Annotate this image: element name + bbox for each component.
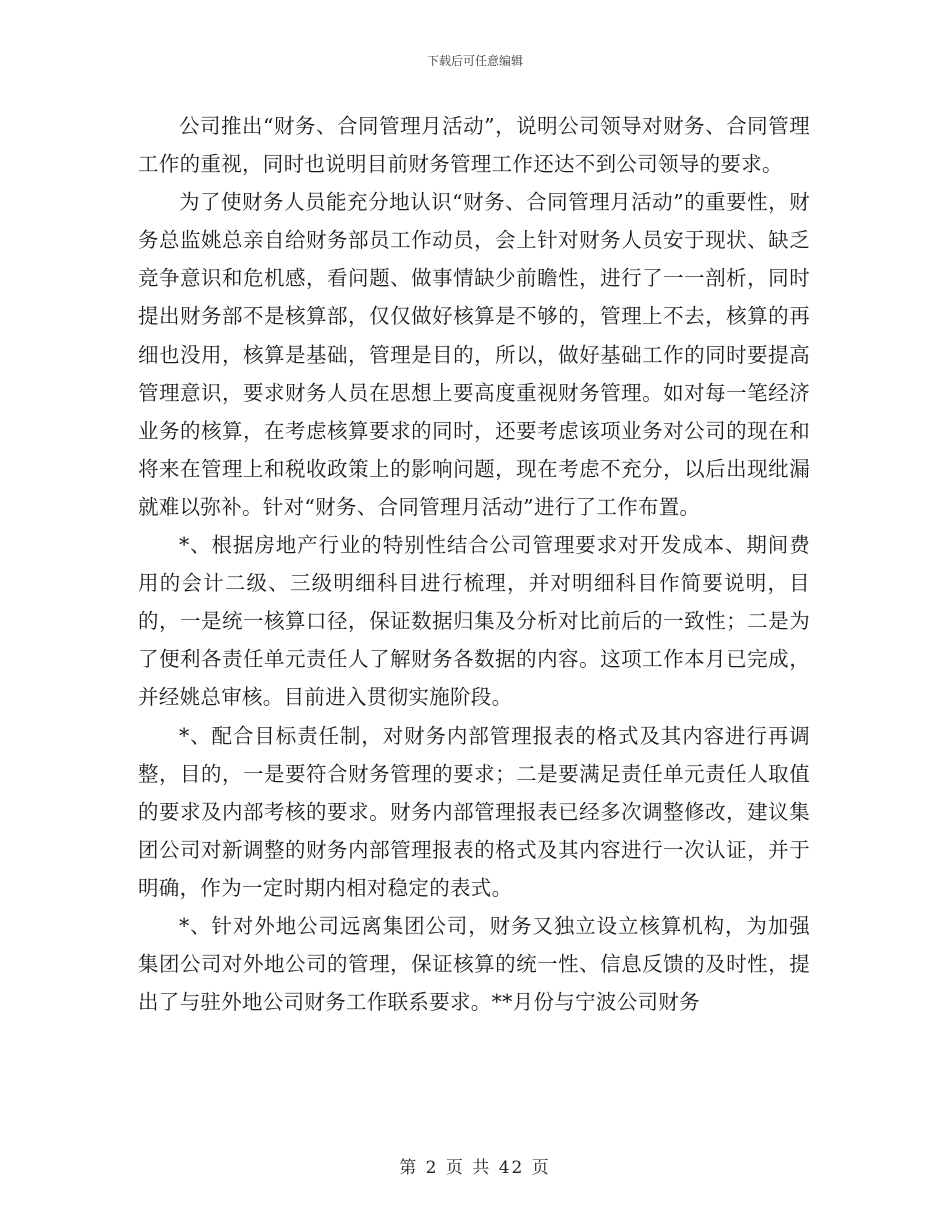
paragraph-3: *、根据房地产行业的特别性结合公司管理要求对开发成本、期间费用的会计二级、三级明细科目进行梳理，并对明细科目作简要说明，目的，一是统一核算口径，保证数据归集及分析对比前后的一致性；二是为了便利各责任单元责任人了解财务各数据的内容。这项工作本月已完成，并经姚总审核。目前进入贯彻实施阶段。 (138, 533, 810, 710)
document-body (138, 107, 810, 1021)
paragraph-4: *、配合目标责任制，对财务内部管理报表的格式及其内容进行再调整，目的，一是要符合财务管理的要求；二是要满足责任单元责任人取值的要求及内部考核的要求。财务内部管理报表已经多次调整修改，建议集团公司对新调整的财务内部管理报表的格式及其内容进行一次认证，并于明确，作为一定时期内相对稳定的表式。 (138, 723, 810, 900)
page-footer: 第 2 页 共 42 页 (399, 1158, 551, 1178)
paragraph-5: *、针对外地公司远离集团公司，财务又独立设立核算机构，为加强集团公司对外地公司的管理，保证核算的统一性、信息反馈的及时性，提出了与驻外地公司财务工作联系要求。**月份与宁波公司财务 (138, 913, 810, 1015)
page-header: 下载后可任意编辑 (426, 54, 523, 68)
paragraph-1: 公司推出“财务、合同管理月活动”，说明公司领导对财务、合同管理工作的重视，同时也说明目前财务管理工作还达不到公司领导的要求。 (138, 114, 810, 177)
paragraph-2: 为了使财务人员能充分地认识“财务、合同管理月活动”的重要性，财务总监姚总亲自给财务部员工作动员，会上针对财务人员安于现状、缺乏竞争意识和危机感，看问题、做事情缺少前瞻性，进行了一一剖析，同时提出财务部不是核算部，仅仅做好核算是不够的，管理上不去，核算的再细也没用，核算是基础，管理是目的，所以，做好基础工作的同时要提高管理意识，要求财务人员在思想上要高度重视财务管理。如对每一笔经济业务的核算，在考虑核算要求的同时，还要考虑该项业务对公司的现在和将来在管理上和税收政策上的影响问题，现在考虑不充分，以后出现纰漏就难以弥补。针对“财务、合同管理月活动”进行了工作布置。 (138, 190, 810, 519)
